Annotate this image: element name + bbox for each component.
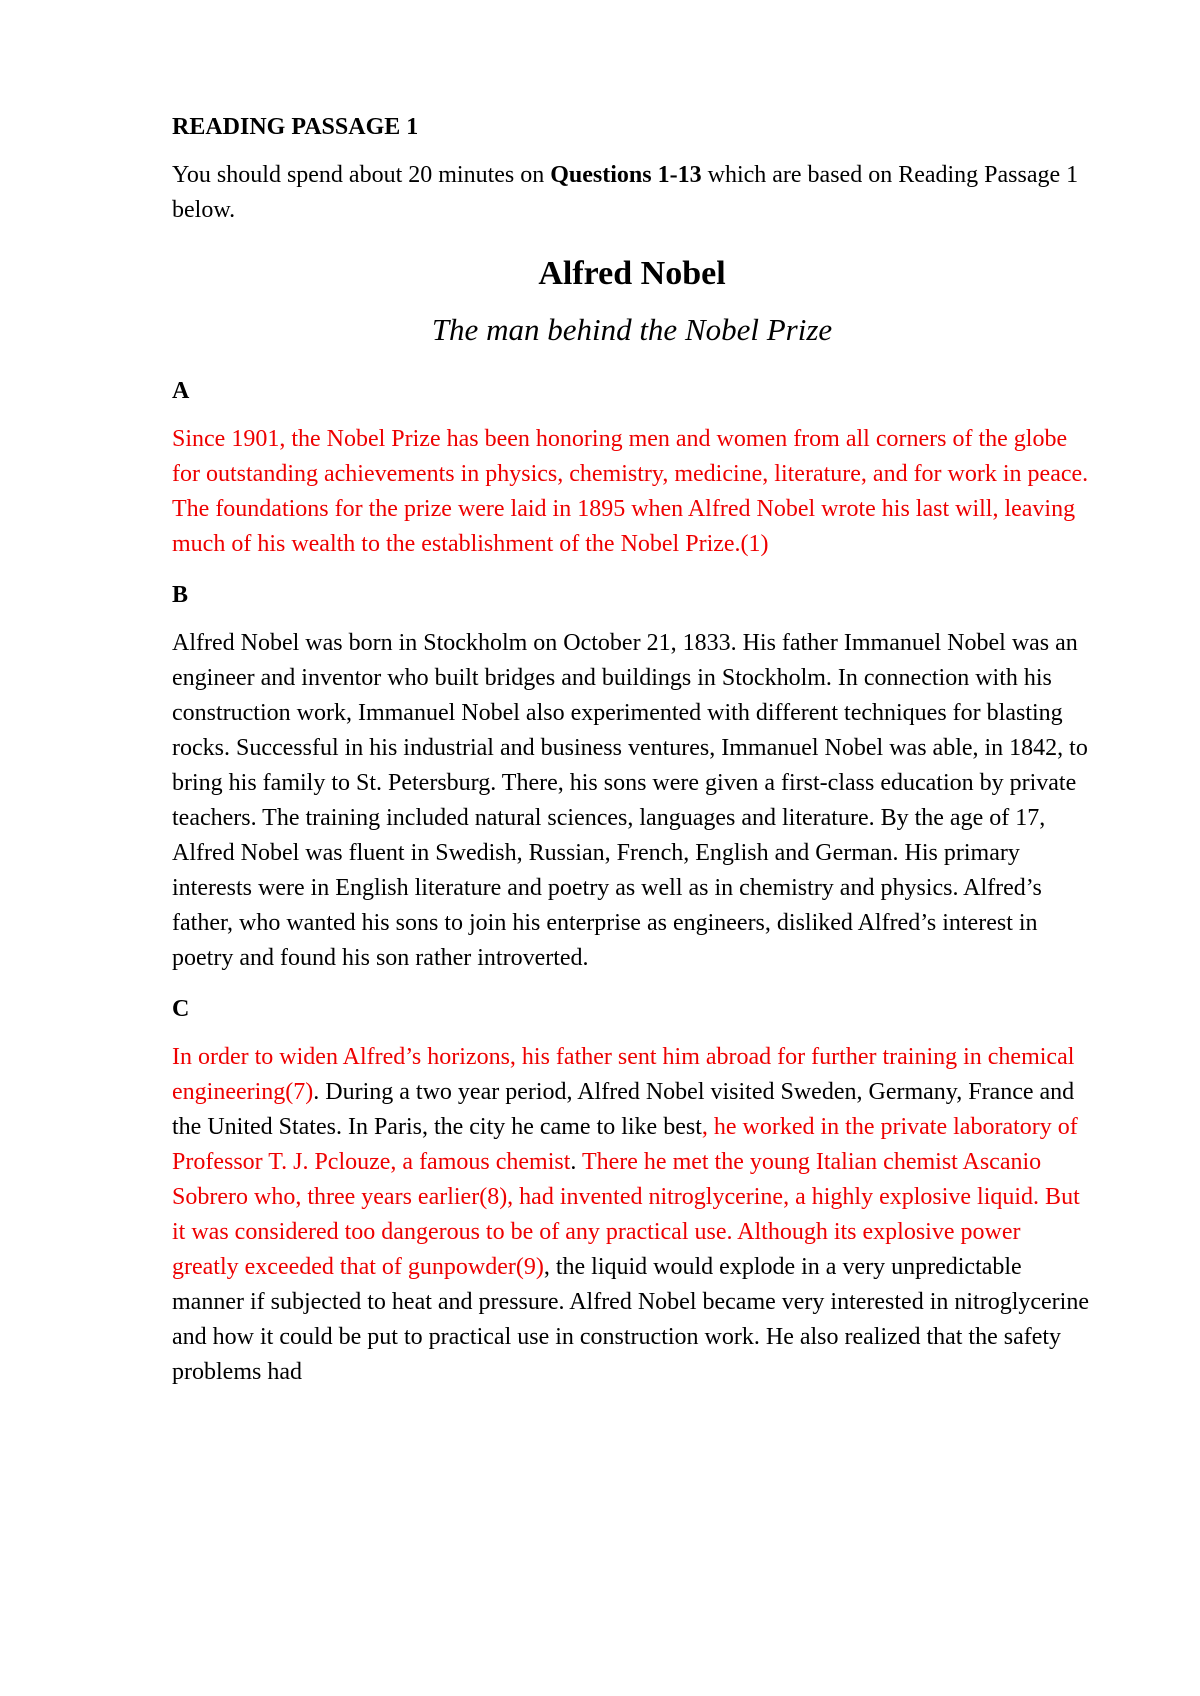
instructions-text-start: You should spend about 20 minutes on	[172, 162, 551, 188]
article-title: Alfred Nobel	[538, 255, 726, 292]
document-page	[172, 110, 1092, 1406]
article-subtitle: The man behind the Nobel Prize	[431, 312, 833, 347]
section-a-text: Since 1901, the Nobel Prize has been honoring men and women from all corners of the globe for outstanding achievements in physics, chemistry, medicine, literature, and for work in peace. The foundations for the prize were laid in 1895 when Alfred Nobel wrote his last will, leaving much of his wealth to the establishment of the Nobel Prize.(1)	[172, 426, 1089, 557]
section-c-text-segment: In order to widen Alfred’s horizons, his father sent him abroad for further training in chemical engineering(7)	[172, 1044, 1075, 1105]
section-c-text-segment: There he met the young Italian chemist Ascanio Sobrero who, three years earlier(8), had invented nitroglycerine, a highly explosive liquid. But it was considered too dangerous to be of any practical use. Although its explosive power greatly exceeded that of gunpowder(9)	[172, 1149, 1080, 1280]
instructions-questions-range: Questions 1-13	[550, 162, 702, 188]
section-letter-a: A	[172, 378, 190, 404]
section-b-text: Alfred Nobel was born in Stockholm on October 21, 1833. His father Immanuel Nobel was an engineer and inventor who built bridges and buildings in Stockholm. In connection with his construction work, Immanuel Nobel also experimented with different techniques for blasting rocks. Successful in his industrial and business ventures, Immanuel Nobel was able, in 1842, to bring his family to St. Petersburg. There, his sons were given a first-class education by private teachers. The training included natural sciences, languages and literature. By the age of 17, Alfred Nobel was fluent in Swedish, Russian, French, English and German. His primary interests were in English literature and poetry as well as in chemistry and physics. Alfred’s father, who wanted his sons to join his enterprise as engineers, disliked Alfred’s interest in poetry and found his son rather introverted.	[172, 630, 1088, 971]
section-b-paragraph	[172, 626, 1092, 976]
section-c-paragraph	[172, 1040, 1092, 1390]
section-c-text-segment: , the liquid would explode in a very unpredictable manner if subjected to heat and pressure. Alfred Nobel became very interested in nitroglycerine and how it could be put to practical use in construction work. He also realized that the safety problems had	[172, 1254, 1089, 1385]
instructions	[172, 158, 1092, 228]
section-c-text-segment: . During a two year period, Alfred Nobel visited Sweden, Germany, France and the United States. In Paris, the city he came to like best	[172, 1079, 1075, 1140]
section-c-text-segment: .	[570, 1149, 582, 1175]
section-letter-b: B	[172, 582, 189, 608]
section-letter-c: C	[172, 996, 190, 1022]
section-c-text-segment: , he worked in the private laboratory of Professor T. J. Pclouze, a famous chemist	[172, 1114, 1078, 1175]
instructions-text-end: which are based on Reading Passage 1 below.	[172, 162, 1079, 223]
passage-heading: READING PASSAGE 1	[172, 114, 419, 140]
section-a-paragraph	[172, 422, 1092, 562]
